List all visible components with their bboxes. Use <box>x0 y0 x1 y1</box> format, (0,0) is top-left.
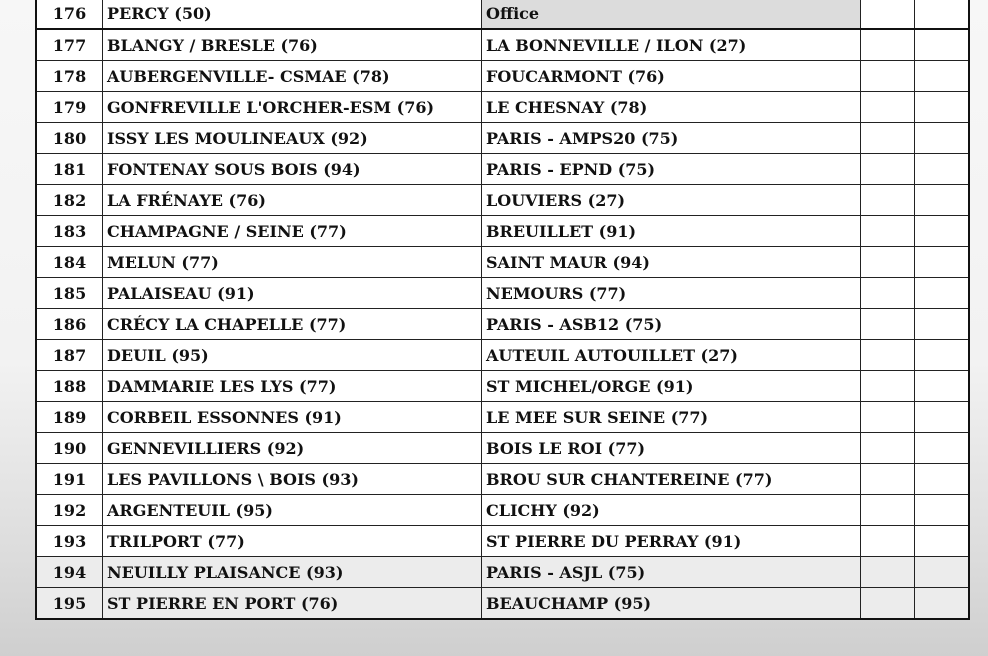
table-row <box>36 340 969 371</box>
away-team: ST MICHEL/ORGE (91) <box>482 371 861 402</box>
score-cell <box>861 123 915 154</box>
away-team: FOUCARMONT (76) <box>482 61 861 92</box>
score-cell <box>915 433 970 464</box>
away-team: BROU SUR CHANTEREINE (77) <box>482 464 861 495</box>
home-team: LA FRÉNAYE (76) <box>103 185 482 216</box>
away-team: PARIS - EPND (75) <box>482 154 861 185</box>
away-team: LE CHESNAY (78) <box>482 92 861 123</box>
score-cell <box>861 29 915 61</box>
match-number: 191 <box>36 464 103 495</box>
table-row <box>36 185 969 216</box>
home-team: GENNEVILLIERS (92) <box>103 433 482 464</box>
table-row <box>36 588 969 620</box>
match-draw-table <box>35 0 970 620</box>
match-number: 185 <box>36 278 103 309</box>
home-team: LES PAVILLONS \ BOIS (93) <box>103 464 482 495</box>
table-row <box>36 402 969 433</box>
score-cell <box>861 216 915 247</box>
away-team: LOUVIERS (27) <box>482 185 861 216</box>
home-team: PALAISEAU (91) <box>103 278 482 309</box>
score-cell <box>861 588 915 620</box>
away-team: NEMOURS (77) <box>482 278 861 309</box>
match-number: 187 <box>36 340 103 371</box>
match-number: 195 <box>36 588 103 620</box>
away-team: ST PIERRE DU PERRAY (91) <box>482 526 861 557</box>
match-number: 194 <box>36 557 103 588</box>
score-cell <box>915 278 970 309</box>
score-cell <box>915 495 970 526</box>
table-row <box>36 92 969 123</box>
home-team: ISSY LES MOULINEAUX (92) <box>103 123 482 154</box>
score-cell <box>915 340 970 371</box>
match-number: 178 <box>36 61 103 92</box>
score-cell <box>915 402 970 433</box>
match-number: 189 <box>36 402 103 433</box>
score-cell <box>915 61 970 92</box>
away-team: BREUILLET (91) <box>482 216 861 247</box>
match-number: 184 <box>36 247 103 278</box>
score-cell <box>861 371 915 402</box>
match-number: 188 <box>36 371 103 402</box>
score-cell <box>915 526 970 557</box>
away-team: SAINT MAUR (94) <box>482 247 861 278</box>
score-cell <box>915 588 970 620</box>
table-row <box>36 61 969 92</box>
table-row <box>36 216 969 247</box>
home-team: AUBERGENVILLE- CSMAE (78) <box>103 61 482 92</box>
home-team: FONTENAY SOUS BOIS (94) <box>103 154 482 185</box>
score-cell <box>915 92 970 123</box>
home-team: CRÉCY LA CHAPELLE (77) <box>103 309 482 340</box>
away-team: PARIS - ASB12 (75) <box>482 309 861 340</box>
home-team: MELUN (77) <box>103 247 482 278</box>
match-number: 179 <box>36 92 103 123</box>
match-number: 180 <box>36 123 103 154</box>
score-cell <box>915 309 970 340</box>
table-row <box>36 526 969 557</box>
away-team: PARIS - ASJL (75) <box>482 557 861 588</box>
home-team: ST PIERRE EN PORT (76) <box>103 588 482 620</box>
score-cell <box>915 154 970 185</box>
home-team: NEUILLY PLAISANCE (93) <box>103 557 482 588</box>
home-team: ARGENTEUIL (95) <box>103 495 482 526</box>
score-cell <box>861 185 915 216</box>
away-team: BOIS LE ROI (77) <box>482 433 861 464</box>
table-row <box>36 247 969 278</box>
home-team: TRILPORT (77) <box>103 526 482 557</box>
table-row <box>36 278 969 309</box>
away-team: PARIS - AMPS20 (75) <box>482 123 861 154</box>
score-cell <box>861 526 915 557</box>
away-team: AUTEUIL AUTOUILLET (27) <box>482 340 861 371</box>
table-row <box>36 495 969 526</box>
table-row <box>36 29 969 61</box>
score-cell <box>861 154 915 185</box>
match-number: 186 <box>36 309 103 340</box>
score-cell <box>915 123 970 154</box>
home-team: BLANGY / BRESLE (76) <box>103 29 482 61</box>
match-number: 183 <box>36 216 103 247</box>
table-row <box>36 0 969 29</box>
score-cell <box>861 464 915 495</box>
table-row <box>36 433 969 464</box>
score-cell <box>861 495 915 526</box>
home-team: CORBEIL ESSONNES (91) <box>103 402 482 433</box>
match-rows <box>36 0 969 619</box>
table-row <box>36 464 969 495</box>
match-number: 190 <box>36 433 103 464</box>
home-team: DEUIL (95) <box>103 340 482 371</box>
table-row <box>36 371 969 402</box>
away-team: LE MEE SUR SEINE (77) <box>482 402 861 433</box>
match-number: 192 <box>36 495 103 526</box>
away-team: BEAUCHAMP (95) <box>482 588 861 620</box>
score-cell <box>915 216 970 247</box>
score-cell <box>861 557 915 588</box>
score-cell <box>861 309 915 340</box>
score-cell <box>915 29 970 61</box>
match-number: 193 <box>36 526 103 557</box>
table-row <box>36 154 969 185</box>
score-cell <box>861 61 915 92</box>
match-number: 176 <box>36 0 103 29</box>
score-cell <box>861 433 915 464</box>
home-team: GONFREVILLE L'ORCHER-ESM (76) <box>103 92 482 123</box>
score-cell <box>915 557 970 588</box>
table-row <box>36 557 969 588</box>
match-number: 181 <box>36 154 103 185</box>
score-cell <box>861 340 915 371</box>
score-cell <box>861 247 915 278</box>
score-cell <box>915 0 970 29</box>
home-team: DAMMARIE LES LYS (77) <box>103 371 482 402</box>
score-cell <box>915 185 970 216</box>
score-cell <box>915 464 970 495</box>
away-team: LA BONNEVILLE / ILON (27) <box>482 29 861 61</box>
home-team: PERCY (50) <box>103 0 482 29</box>
away-team: CLICHY (92) <box>482 495 861 526</box>
match-number: 182 <box>36 185 103 216</box>
match-number: 177 <box>36 29 103 61</box>
score-cell <box>915 371 970 402</box>
table-row <box>36 123 969 154</box>
score-cell <box>861 0 915 29</box>
score-cell <box>861 92 915 123</box>
score-cell <box>915 247 970 278</box>
away-team: Office <box>482 0 861 29</box>
table-row <box>36 309 969 340</box>
home-team: CHAMPAGNE / SEINE (77) <box>103 216 482 247</box>
score-cell <box>861 402 915 433</box>
score-cell <box>861 278 915 309</box>
